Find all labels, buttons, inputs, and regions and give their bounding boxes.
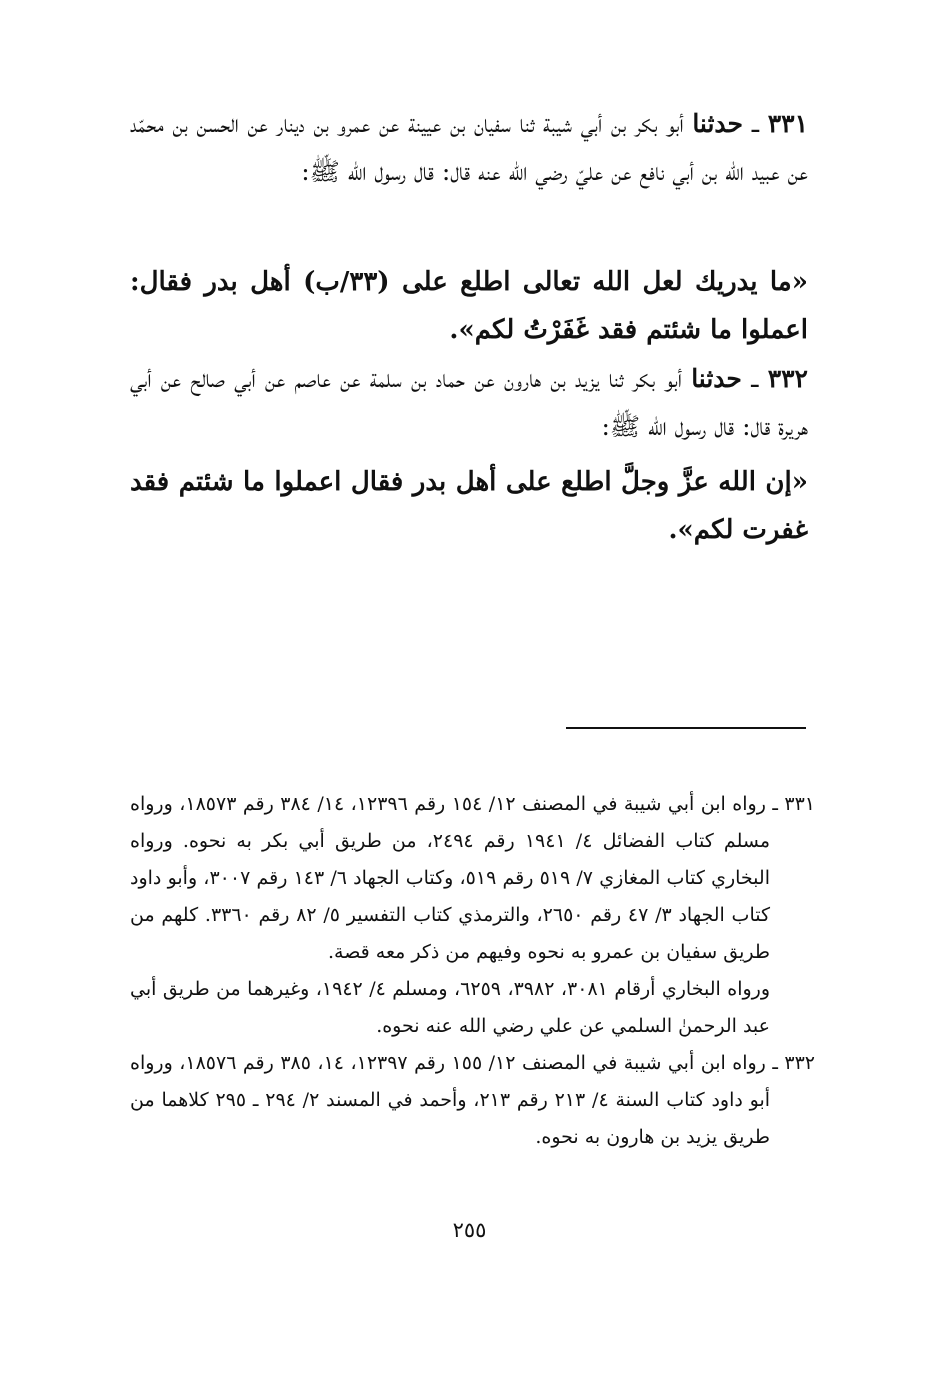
hadith-332-quote: «إن الله عزَّ وجلَّ اطلع على أهل بدر فقال اعملوا ما شئتم فقد غفرت لكم». bbox=[130, 467, 808, 545]
hadith-dash: ـ bbox=[751, 364, 759, 393]
footnote-separator bbox=[566, 727, 806, 729]
footnote-331-continued: ورواه البخاري أرقام ٣٠٨١، ٣٩٨٢، ٦٢٥٩، ومسلم ٤/ ١٩٤٢، وغيرهما من طريق أبي عبد الرحمنٰ السلمي عن علي رضي الله عنه نحوه. bbox=[130, 978, 771, 1037]
hadith-331-quote: «ما يدريك لعل الله تعالى اطلع على (٣٣/ب) أهل بدر فقال: اعملوا ما شئتم فقد غَفَرْتُ لكم». bbox=[130, 267, 808, 345]
hadith-chain-text: أبو بكر ثنا يزيد بن هارون عن حماد بن سلمة عن عاصم عن أبي صالح عن أبي هريرة قال: قال رسول الله ﷺ: bbox=[130, 364, 808, 441]
hadith-chain-text: أبو بكر بن أبي شيبة ثنا سفيان بن عيينة عن عمرو بن دينار عن الحسن بن محمّد عن عبيد الله بن أبي نافع عن عليّ رضي الله عنه قال: قال رسول الله ﷺ: bbox=[130, 109, 808, 186]
hadith-331 bbox=[130, 100, 808, 196]
hadith-332 bbox=[130, 355, 808, 451]
hadith-number: ٣٣١ bbox=[767, 109, 809, 138]
hadith-number: ٣٣٢ bbox=[767, 364, 808, 393]
footnote-332: ٣٣٢ ـ رواه ابن أبي شيبة في المصنف ١٢/ ١٥٥ رقم ١٢٣٩٧، ١٤، ٣٨٥ رقم ١٨٥٧٦، ورواه أبو داود كتاب السنة ٤/ ٢١٣ رقم ٢١٣، وأحمد في المسند ٢/ ٢٩٤ ـ ٢٩٥ كلاهما من طريق يزيد بن هارون به نحوه. bbox=[130, 1052, 816, 1148]
page-number: ٢٥٥ bbox=[452, 1218, 487, 1242]
footnotes bbox=[130, 786, 815, 1156]
haddathana-word: حدثنا bbox=[691, 364, 742, 393]
footnote-331: ٣٣١ ـ رواه ابن أبي شيبة في المصنف ١٢/ ١٥٤ رقم ١٢٣٩٦، ١٤/ ٣٨٤ رقم ١٨٥٧٣، ورواه مسلم كتاب الفضائل ٤/ ١٩٤١ رقم ٢٤٩٤، من طريق أبي بكر به نحوه. ورواه البخاري كتاب المغازي ٧/ ٥١٩ رقم ٥١٩، وكتاب الجهاد ٦/ ١٤٣ رقم ٣٠٠٧، وأبو داود كتاب الجهاد ٣/ ٤٧ رقم ٢٦٥٠، والترمذي كتاب التفسير ٥/ ٨٢ رقم ٣٣٦٠. كلهم من طريق سفيان بن عمرو به نحوه وفيهم من ذكر معه قصة. bbox=[130, 793, 816, 963]
hadith-dash: ـ bbox=[751, 109, 760, 138]
haddathana-word: حدثنا bbox=[692, 109, 744, 138]
